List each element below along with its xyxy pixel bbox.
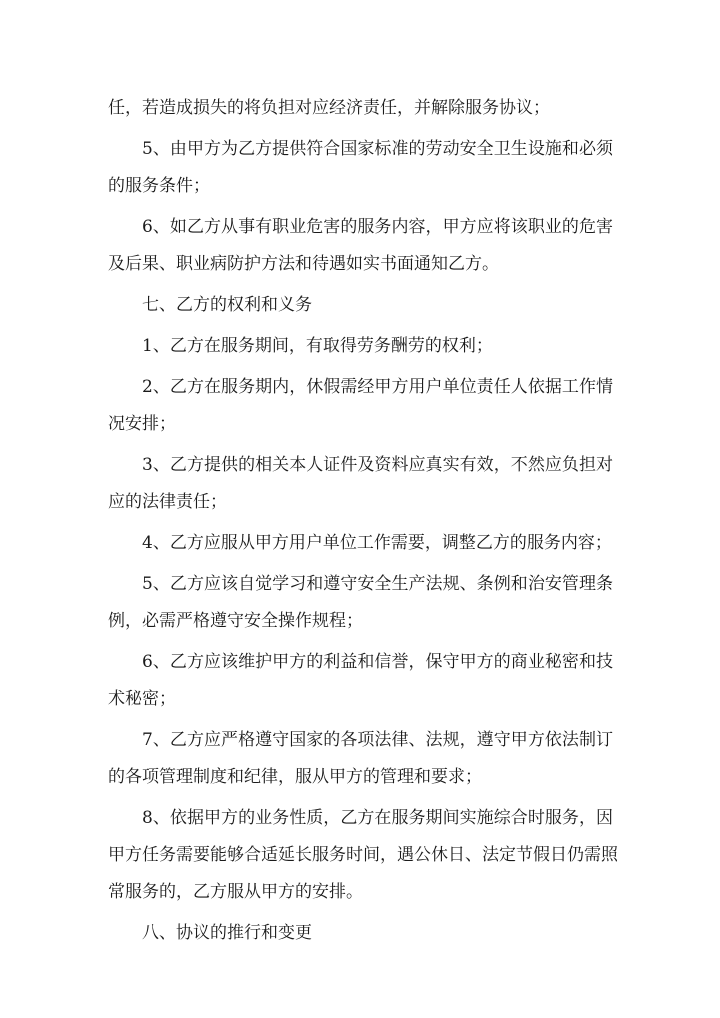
paragraph-line: 术秘密； (108, 688, 176, 709)
paragraph-line: 及后果、职业病防护方法和待遇如实书面通知乙方。 (108, 254, 499, 275)
paragraph-line: 7、乙方应严格遵守国家的各项法律、法规，遵守甲方依法制订 (142, 729, 613, 750)
section-heading: 七、乙方的权利和义务 (142, 294, 312, 315)
document-body (108, 90, 618, 953)
paragraph-line: 常服务的，乙方服从甲方的安排。 (108, 882, 363, 903)
paragraph-line: 1、乙方在服务期间，有取得劳务酬劳的权利； (142, 335, 493, 356)
paragraph-line: 4、乙方应服从甲方用户单位工作需要，调整乙方的服务内容； (142, 532, 612, 553)
section-heading: 八、协议的推行和变更 (142, 923, 312, 944)
paragraph-line: 6、如乙方从事有职业危害的服务内容，甲方应将该职业的危害 (142, 216, 613, 237)
paragraph-line: 的各项管理制度和纪律，服从甲方的管理和要求； (108, 767, 482, 788)
paragraph-line: 6、乙方应该维护甲方的利益和信誉，保守甲方的商业秘密和技 (142, 651, 613, 672)
paragraph-line: 甲方任务需要能够合适延长服务时间，遇公休日、法定节假日仍需照 (108, 845, 618, 866)
paragraph-line: 2、乙方在服务期内，休假需经甲方用户单位责任人依据工作情 (142, 376, 613, 397)
paragraph-line: 应的法律责任； (108, 491, 227, 512)
paragraph-line: 例，必需严格遵守安全操作规程； (108, 610, 363, 631)
paragraph-line: 任，若造成损失的将负担对应经济责任，并解除服务协议； (108, 98, 550, 118)
paragraph-line: 的服务条件； (108, 176, 210, 197)
paragraph-line: 况安排； (108, 413, 176, 434)
paragraph-line: 5、乙方应该自觉学习和遵守安全生产法规、条例和治安管理条 (142, 573, 613, 594)
paragraph-line: 3、乙方提供的相关本人证件及资料应真实有效，不然应负担对 (142, 454, 613, 475)
paragraph-line: 8、依据甲方的业务性质，乙方在服务期间实施综合时服务，因 (142, 807, 613, 828)
paragraph-line: 5、由甲方为乙方提供符合国家标准的劳动安全卫生设施和必须 (142, 138, 613, 159)
